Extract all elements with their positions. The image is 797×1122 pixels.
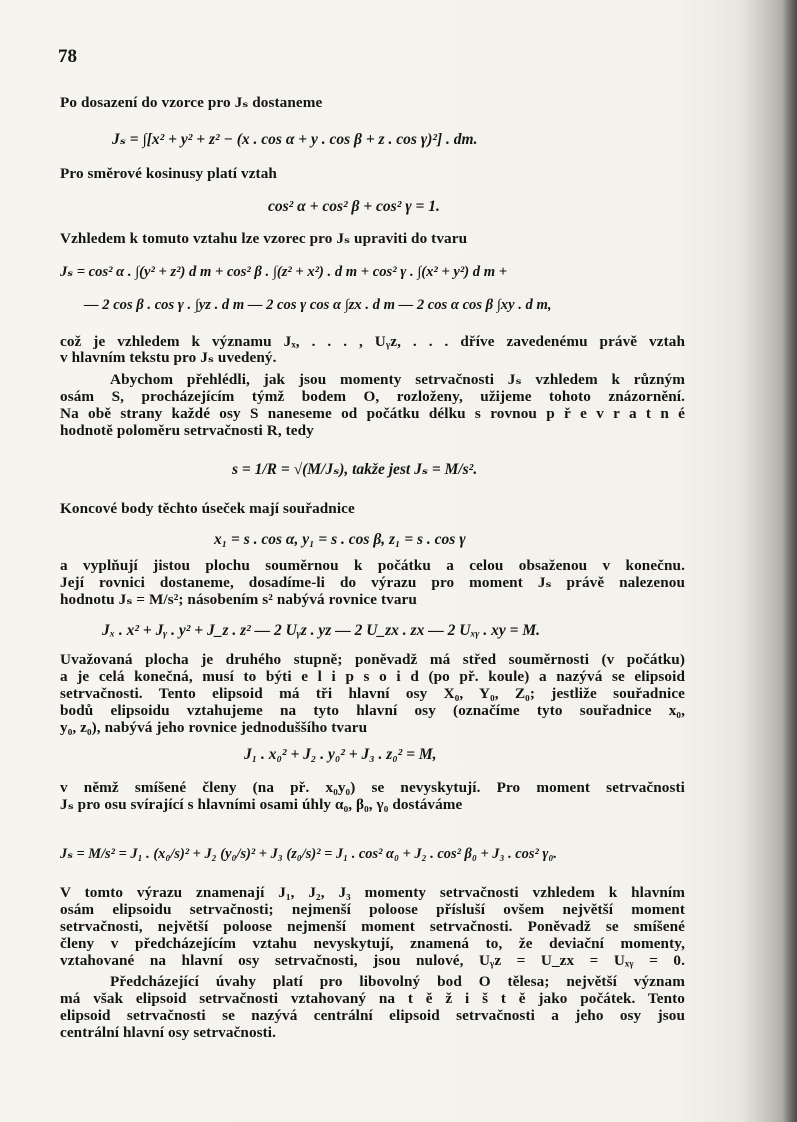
text-line: a vyplňují jistou plochu souměrnou k počátku a celou obsaženou v konečnu. (60, 557, 685, 574)
text-line: Koncové body těchto úseček mají souřadnice (60, 500, 355, 517)
text-line: Uvažovaná plocha je druhého stupně; poněvadž má střed souměrnosti (v počátku) (60, 651, 685, 668)
text-line: což je vzhledem k významu Jₓ, . . . , Uᵧz, . . . dříve zavedenému právě vztah (60, 333, 685, 350)
equation-js-expanded-1: Jₛ = cos² α . ∫(y² + z²) d m + cos² β . ∫(z² + x²) . d m + cos² γ . ∫(x² + y²) d m + (60, 264, 508, 280)
equation-ellipsoid-general: Jₓ . x² + Jᵧ . y² + J_z . z² — 2 Uᵧz . yz — 2 U_zx . zx — 2 Uₓᵧ . xy = M. (102, 622, 541, 639)
equation-js-expanded-2: — 2 cos β . cos γ . ∫yz . d m — 2 cos γ cos α ∫zx . d m — 2 cos α cos β ∫xy . d m, (84, 297, 552, 313)
text-line: členy v předcházejícím vztahu nevyskytují, znamená to, že deviační momenty, (60, 935, 685, 952)
text-line: setrvačnosti. Tento elipsoid má tři hlavní osy X₀, Y₀, Z₀; jestliže souřadnice (60, 685, 685, 702)
text-line: Vzhledem k tomuto vztahu lze vzorec pro Jₛ upraviti do tvaru (60, 230, 468, 247)
text-line: V tomto výrazu znamenají J₁, J₂, J₃ momenty setrvačnosti vzhledem k hlavním (60, 884, 685, 901)
text-line: v hlavním tekstu pro Jₛ uvedený. (60, 349, 277, 366)
equation-cosines: cos² α + cos² β + cos² γ = 1. (268, 198, 440, 215)
equation-s-reciprocal: s = 1/R = √(M/Jₛ), takže jest Jₛ = M/s². (232, 461, 478, 478)
text-line: Po dosazení do vzorce pro Jₛ dostaneme (60, 94, 323, 111)
equation-ellipsoid-principal: J₁ . x₀² + J₂ . y₀² + J₃ . z₀² = M, (244, 746, 437, 763)
text-line: má však elipsoid setrvačnosti vztahovaný na t ě ž i š t ě jako počátek. Tento (60, 990, 685, 1007)
equation-endpoints: x₁ = s . cos α, y₁ = s . cos β, z₁ = s . cos γ (214, 531, 466, 548)
text-line: osám elipsoidu setrvačnosti; nejmenší poloose přísluší ovšem největší moment (60, 901, 685, 918)
page-number: 78 (58, 46, 77, 67)
text-line: Na obě strany každé osy S naneseme od počátku délku s rovnou p ř e v r a t n é (60, 405, 685, 422)
text-line: hodnotu Jₛ = M/s²; násobením s² nabývá rovnice tvaru (60, 591, 417, 608)
text-line: Jₛ pro osu svírající s hlavními osami úhly α₀, β₀, γ₀ dostáváme (60, 796, 463, 813)
text-line: y₀, z₀), nabývá jeho rovnice jednoduššího tvaru (60, 719, 368, 736)
text-line: bodů elipsoidu vztahujeme na tyto hlavní osy (označíme tyto souřadnice x₀, (60, 702, 685, 719)
text-line: setrvačnosti, největší poloose nejmenší moment setrvačnosti. Poněvadž se smíšené (60, 918, 685, 935)
page-edge-shadow (783, 0, 797, 1122)
equation-js-principal: Jₛ = M/s² = J₁ . (x₀/s)² + J₂ (y₀/s)² + J₃ (z₀/s)² = J₁ . cos² α₀ + J₂ . cos² β₀ + J₃ . cos² γ₀. (60, 846, 557, 862)
text-line: v němž smíšené členy (na př. x₀y₀) se nevyskytují. Pro moment setrvačnosti (60, 779, 685, 796)
text-line: osám S, procházejícím týmž bodem O, rozloženy, užijeme tohoto znázornění. (60, 388, 685, 405)
text-line: hodnotě poloměru setrvačnosti R, tedy (60, 422, 314, 439)
text-line: centrální hlavní osy setrvačnosti. (60, 1024, 277, 1041)
text-line: Její rovnici dostaneme, dosadíme-li do výrazu pro moment Jₛ právě nalezenou (60, 574, 685, 591)
equation-js-integral: Jₛ = ∫[x² + y² + z² − (x . cos α + y . cos β + z . cos γ)²] . dm. (112, 131, 478, 148)
text-line: Pro směrové kosinusy platí vztah (60, 165, 277, 182)
text-line: a je celá konečná, musí to býti e l i p s o i d (po př. koule) a nazývá se elipsoid (60, 668, 685, 685)
text-line: Předcházející úvahy platí pro libovolný bod O tělesa; největší význam (110, 973, 685, 990)
text-line: elipsoid setrvačnosti se nazývá centrální elipsoid setrvačnosti a jeho osy jsou (60, 1007, 685, 1024)
text-line: Abychom přehlédli, jak jsou momenty setrvačnosti Jₛ vzhledem k různým (110, 371, 685, 388)
text-line: vztahované na hlavní osy setrvačnosti, jsou nulové, Uᵧz = U_zx = Uₓᵧ = 0. (60, 952, 685, 969)
